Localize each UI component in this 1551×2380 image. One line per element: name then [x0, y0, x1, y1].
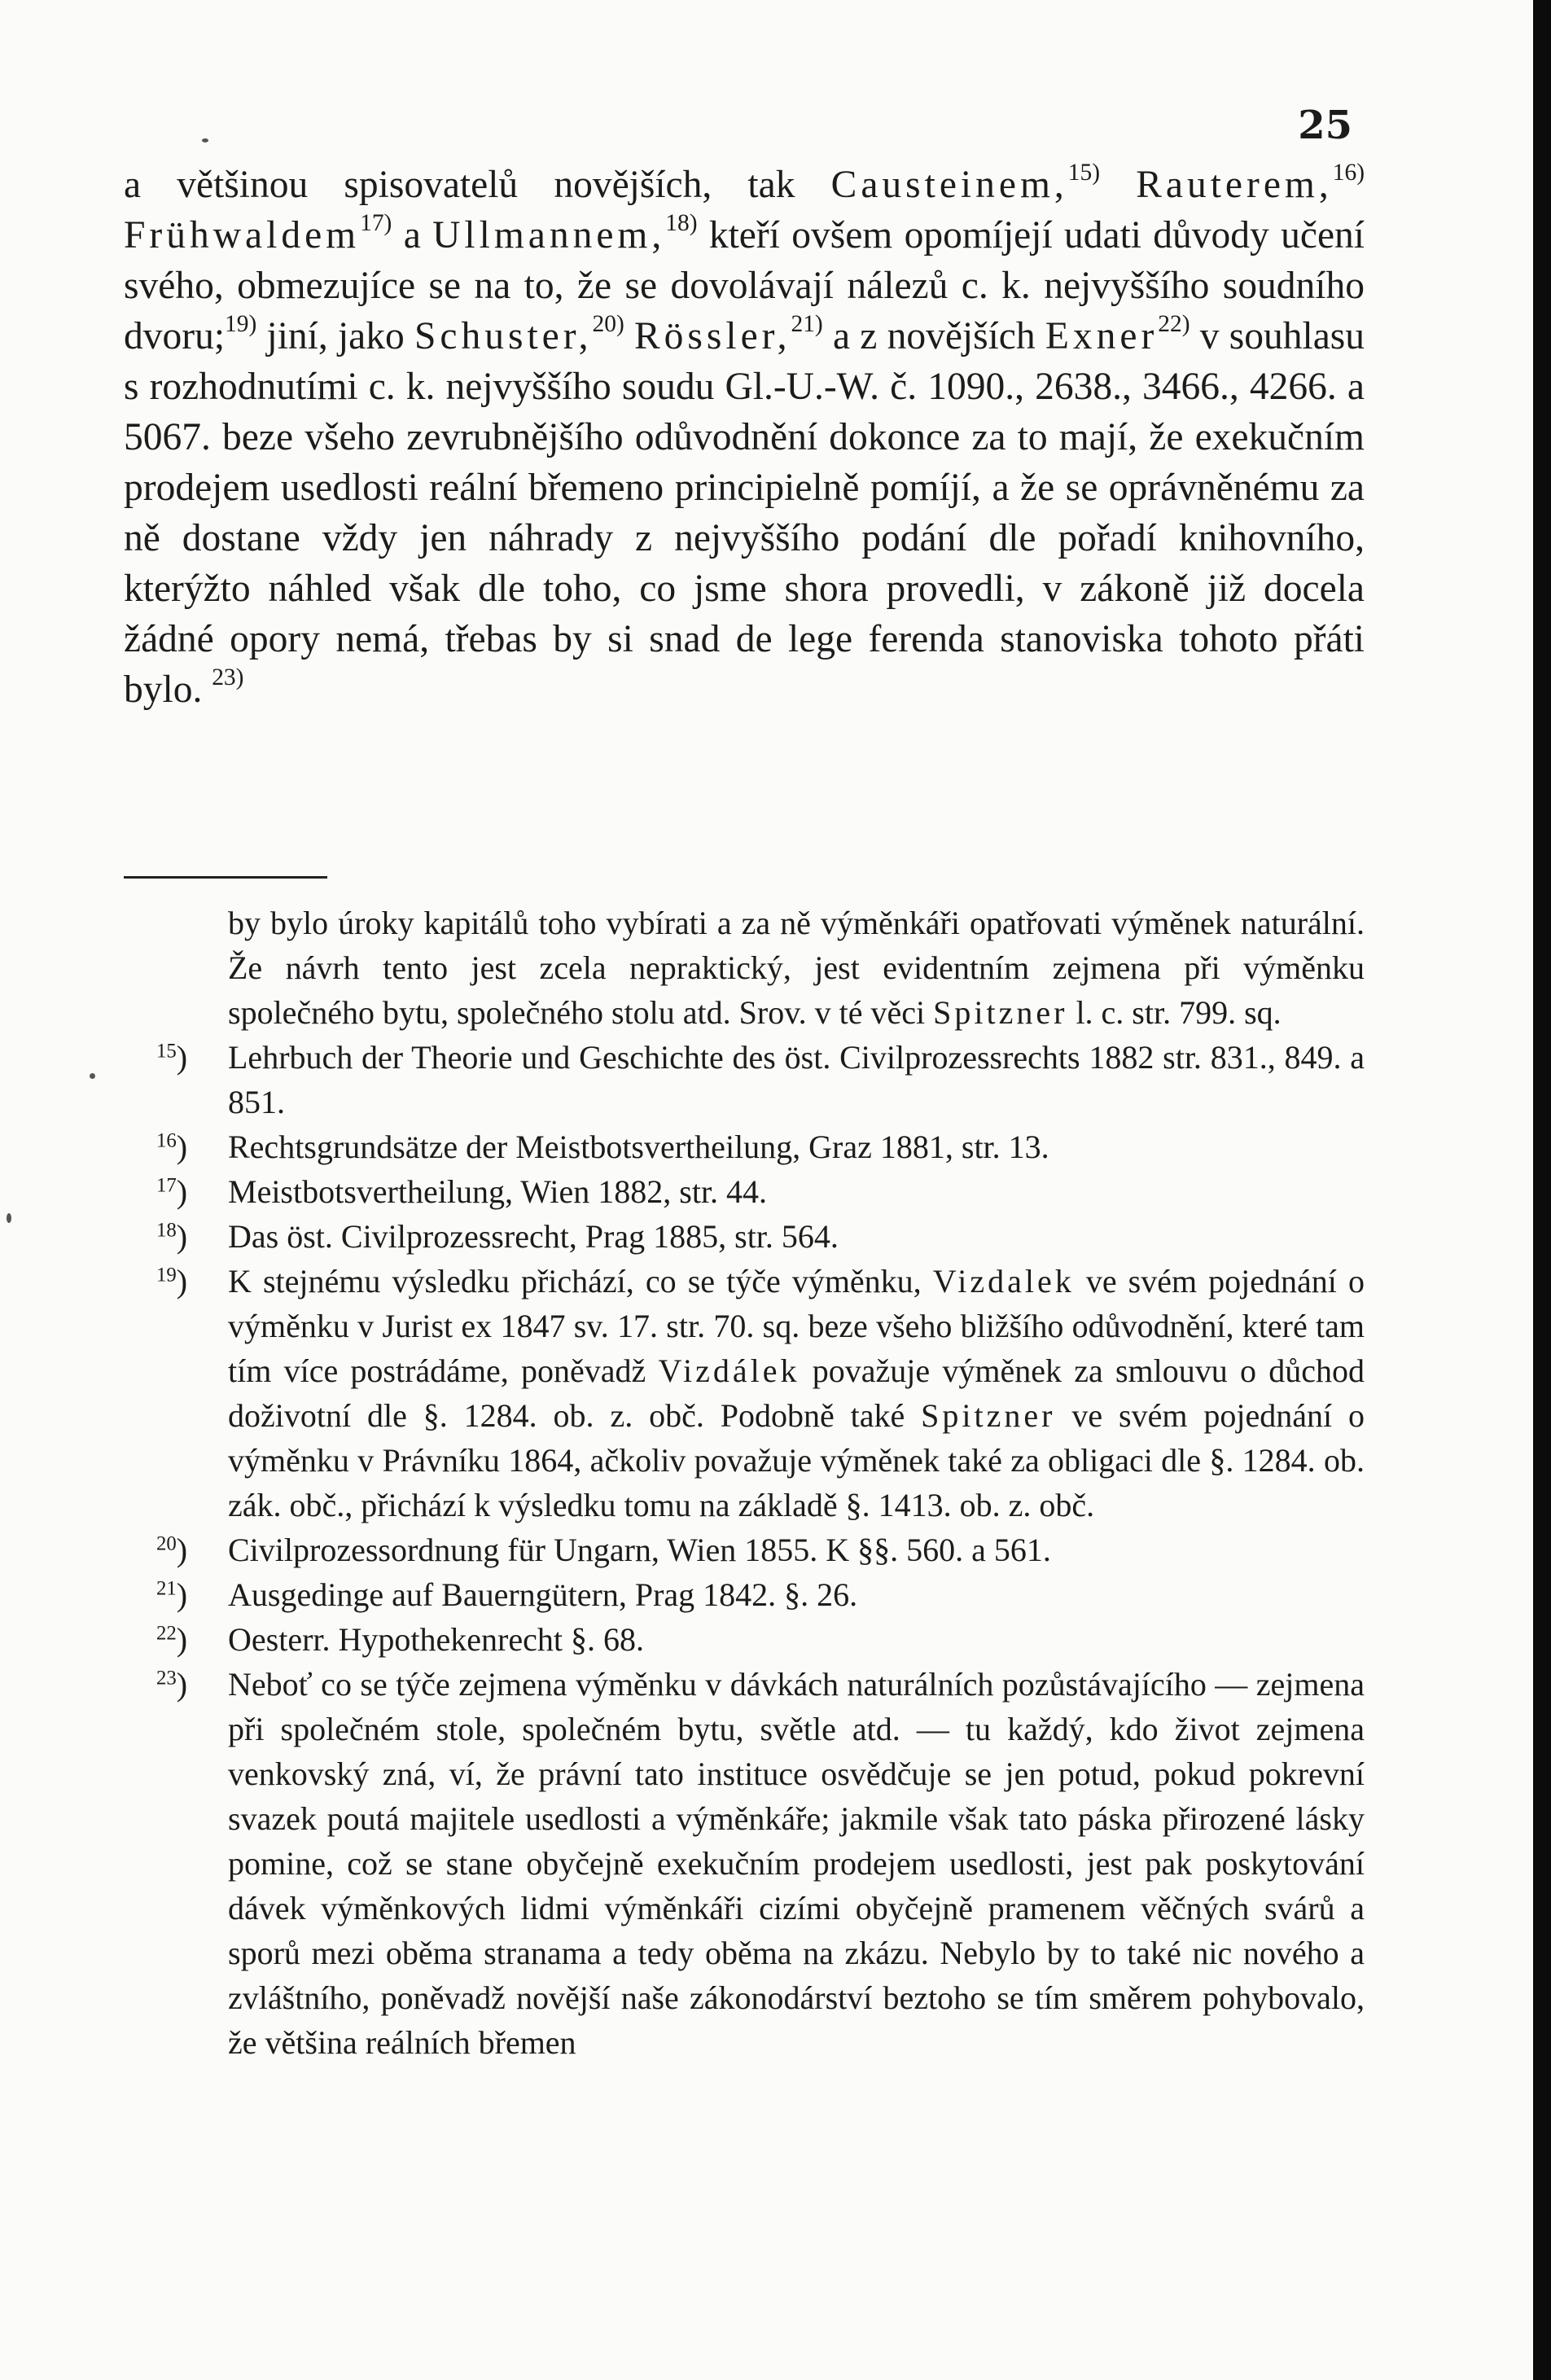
footnote-separator: [124, 876, 327, 879]
print-speck: [90, 1073, 95, 1079]
footnote-number: $^{20}$): [156, 1532, 188, 1568]
footnote-text: Meistbotsvertheilung, Wien 1882, str. 44.: [228, 1173, 768, 1210]
author-exner: Exner: [1045, 315, 1159, 357]
footnote-text: Ausgedinge auf Bauerngütern, Prag 1842. §. 26.: [228, 1576, 858, 1613]
footnote-text: Oesterr. Hypothekenrecht §. 68.: [228, 1621, 644, 1658]
author-ullmann: Ullmannem,: [432, 214, 666, 256]
author-spitzner-2: Spitzner: [921, 1397, 1056, 1434]
footnote-ref-18: 18): [665, 209, 698, 236]
footnote-number: $^{22}$): [156, 1621, 188, 1658]
author-caustein: Causteinem,: [830, 164, 1068, 206]
footnote-15: [124, 1035, 1365, 1124]
author-rauter: Rauterem,: [1136, 164, 1333, 206]
author-spitzner: Spitzner: [933, 994, 1068, 1031]
author-vizdalek-2: Vizdálek: [658, 1352, 800, 1389]
main-text-a-z: a z novějších: [822, 315, 1045, 357]
footnote-number: $^{15}$): [156, 1039, 188, 1076]
footnote-continuation: by bylo úroky kapitálů toho vybírati a za ně výměnkáři opatřovati výměnek naturální. Že návrh tento jest zcela nepraktický, jest evidentním zejmena při výměnku společného bytu, společného stolu atd. Srov. v té věci Spitzner l. c. str. 799. sq.: [228, 905, 1365, 1031]
footnote-number: $^{16}$): [156, 1129, 188, 1165]
footnote-text: Civilprozessordnung für Ungarn, Wien 1855. K §§. 560. a 561.: [228, 1532, 1051, 1568]
footnote-ref-23: 23): [212, 664, 244, 690]
print-speck: [7, 1213, 11, 1223]
main-text-a: a: [392, 214, 433, 256]
footnote-ref-22: 22): [1158, 310, 1190, 337]
footnote-23: [124, 1662, 1365, 2065]
footnote-number: $^{19}$): [156, 1263, 188, 1300]
footnote-ref-17: 17): [360, 209, 392, 236]
footnote-ref-19: 19): [225, 310, 257, 337]
footnote-text: Das öst. Civilprozessrecht, Prag 1885, str. 564.: [228, 1218, 839, 1255]
main-text-mid-2: jiní, jako: [256, 315, 414, 357]
page-number: 25: [1298, 103, 1352, 148]
footnote-number: $^{23}$): [156, 1666, 188, 1703]
footnote-21: [124, 1572, 1365, 1617]
footnote-19: [124, 1259, 1365, 1527]
footnote-number: $^{17}$): [156, 1173, 188, 1210]
main-text-mid-3: v souhlasu s rozhodnutími c. k. nejvyššího soudu Gl.-U.-W. č. 1090., 2638., 3466., 4266. a 5067. beze všeho zevrubnějšího odůvodnění dokonce za to mají, že exekučním prodejem usedlosti reální břemeno principielně pomíjí, a že se oprávněnému za ně dostane vždy jen náhrady z nejvyššího podání dle pořadí knihovního, kterýžto náhled však dle toho, co jsme shora provedli, v zákoně již docela žádné opory nemá, třebas by si snad de lege ferenda stanoviska tohoto přáti bylo.: [124, 315, 1365, 711]
footnote-16: [124, 1124, 1365, 1169]
footnote-18: [124, 1214, 1365, 1259]
author-fruhwald: Frühwaldem: [124, 214, 361, 256]
footnote-text: Rechtsgrundsätze der Meistbotsvertheilung, Graz 1881, str. 13.: [228, 1129, 1049, 1165]
footnote-ref-15: 15): [1067, 159, 1101, 186]
footnote-20: [124, 1527, 1365, 1572]
footnote-ref-16: 16): [1332, 159, 1365, 186]
footnote-text: Neboť co se týče zejmena výměnku v dávkách naturálních pozůstávajícího — zejmena při společném stole, společném bytu, světle atd. — tu každý, kdo život zejmena venkovský zná, ví, že právní tato instituce osvědčuje se jen potud, pokud pokrevní svazek poutá majitele usedlosti a výměnkáře; jakmile však tato páska přirozené lásky pomine, což se stane obyčejně exekučním prodejem usedlosti, jest pak poskytování dávek výměnkových lidmi výměnkáři cizími obyčejně pramenem věčných svárů a sporů mezi oběma stranama a tedy oběma na zkázu. Nebylo by to také nic nového a zvláštního, poněvadž novější naše zákonodárství beztoho se tím směrem pohybovalo, že většina reálních břemen: [228, 1666, 1365, 2061]
footnote-number: $^{18}$): [156, 1218, 188, 1255]
footnote-number: $^{21}$): [156, 1576, 188, 1613]
main-paragraph: [124, 160, 1365, 715]
author-vizdalek: Vizdalek: [932, 1263, 1075, 1300]
author-rossler: Rössler,: [634, 315, 791, 357]
footnote-ref-20: 20): [592, 310, 624, 337]
footnotes: [124, 901, 1365, 2065]
footnote-17: [124, 1169, 1365, 1214]
main-text-intro: a většinou spisovatelů novějších, tak: [124, 164, 831, 206]
print-speck: [202, 138, 208, 142]
footnote-22: [124, 1617, 1365, 1662]
footnote-text: K stejnému výsledku přichází, co se týče výměnku, Vizdalek ve svém pojednání o výměnku v Jurist ex 1847 sv. 17. str. 70. sq. beze všeho bližšího odůvodnění, které tam tím více postrádáme, poněvadž Vizdálek považuje výměnek za smlouvu o důchod doživotní dle §. 1284. ob. z. obč. Podobně také Spitzner ve svém pojednání o výměnku v Právníku 1864, ačkoliv považuje výměnek také za obligaci dle §. 1284. ob. zák. obč., přichází k výsledku tomu na základě §. 1413. ob. z. obč.: [228, 1263, 1365, 1523]
author-schuster: Schuster,: [414, 315, 593, 357]
main-text-mid-1: kteří ovšem opomíjejí udati důvody učení svého, obmezujíce se na to, že se dovolávají nálezů c. k. nejvyššího soudního dvoru;: [124, 214, 1365, 357]
footnote-ref-21: 21): [791, 310, 823, 337]
footnote-text: Lehrbuch der Theorie und Geschichte des öst. Civilprozessrechts 1882 str. 831., 849. a 851.: [228, 1039, 1365, 1120]
